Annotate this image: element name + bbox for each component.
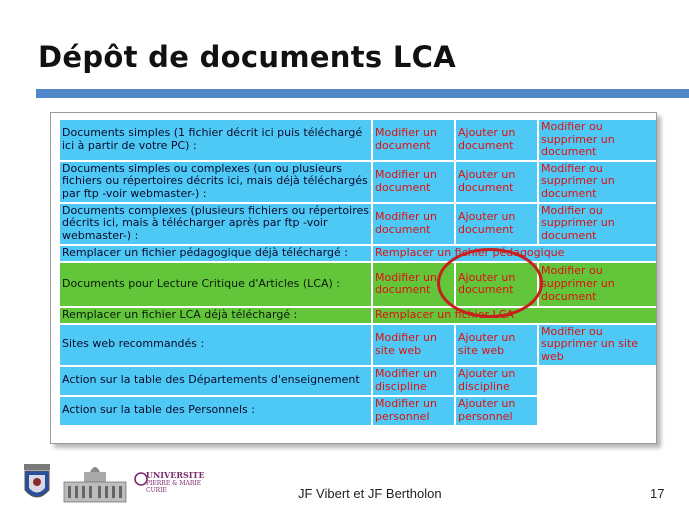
modify-personnel-link[interactable]: Modifier un personnel: [373, 397, 454, 425]
table-row: [60, 397, 656, 425]
row-label: Action sur la table des Départements d'enseignement: [60, 367, 371, 395]
modify-document-link[interactable]: Modifier un document: [373, 162, 454, 202]
table-row: [60, 162, 656, 202]
lca-actions-table: [58, 118, 658, 427]
crest-logo-icon: [20, 462, 54, 506]
add-discipline-link[interactable]: Ajouter un discipline: [456, 367, 537, 395]
footer-authors: JF Vibert et JF Bertholon: [298, 486, 442, 501]
add-personnel-link[interactable]: Ajouter un personnel: [456, 397, 537, 425]
empty-cell: [539, 367, 656, 395]
row-label: Remplacer un fichier pédagogique déjà téléchargé :: [60, 246, 371, 261]
row-label: Documents simples (1 fichier décrit ici puis téléchargé ici à partir de votre PC) :: [60, 120, 371, 160]
empty-cell: [539, 397, 656, 425]
row-label: Documents pour Lecture Critique d'Articles (LCA) :: [60, 263, 371, 306]
building-logo-icon: [60, 462, 130, 506]
modify-discipline-link[interactable]: Modifier un discipline: [373, 367, 454, 395]
logo-text-university: UNIVERSITE: [146, 470, 205, 480]
modify-document-link[interactable]: Modifier un document: [373, 204, 454, 244]
add-document-link[interactable]: Ajouter un document: [456, 120, 537, 160]
add-website-link[interactable]: Ajouter un site web: [456, 325, 537, 365]
table-row: [60, 325, 656, 365]
modify-website-link[interactable]: Modifier un site web: [373, 325, 454, 365]
row-label: Sites web recommandés :: [60, 325, 371, 365]
slide-title: Dépôt de documents LCA: [38, 40, 456, 74]
delete-document-link[interactable]: Modifier ou supprimer un document: [539, 204, 656, 244]
delete-document-link[interactable]: Modifier ou supprimer un document: [539, 162, 656, 202]
table-row: [60, 204, 656, 244]
delete-lca-document-link[interactable]: Modifier ou supprimer un document: [539, 263, 656, 306]
table-row: [60, 120, 656, 160]
row-label: Documents complexes (plusieurs fichiers ou répertoires décrits ici, mais à télécharger après par ftp -voir webmaster-) :: [62, 203, 369, 243]
table-row: [60, 246, 656, 261]
row-label: Documents simples ou complexes (un ou plusieurs fichiers ou répertoires décrits ici, mais déjà téléchargés par ftp -voir webmaster-) :: [60, 162, 371, 202]
title-underline-bar: [36, 89, 689, 98]
delete-website-link[interactable]: Modifier ou supprimer un site web: [539, 325, 656, 365]
modify-lca-document-link[interactable]: Modifier un document: [373, 263, 454, 306]
replace-lca-file-link[interactable]: Remplacer un fichier LCA: [373, 308, 656, 323]
table-row-lca: [60, 263, 656, 306]
page-number: 17: [650, 486, 665, 501]
table-row: [60, 367, 656, 395]
row-label: Action sur la table des Personnels :: [60, 397, 371, 425]
add-document-link[interactable]: Ajouter un document: [456, 162, 537, 202]
replace-pedagogical-file-link[interactable]: Remplacer un fichier pédagogique: [373, 246, 656, 261]
highlight-circle: [437, 248, 543, 318]
logo-text-name: PIERRE & MARIE CURIE: [146, 480, 202, 494]
add-document-link[interactable]: Ajouter un document: [456, 204, 537, 244]
table-row-lca-replace: [60, 308, 656, 323]
add-lca-document-link[interactable]: Ajouter un document: [456, 263, 537, 306]
modify-document-link[interactable]: Modifier un document: [373, 120, 454, 160]
delete-document-link[interactable]: Modifier ou supprimer un document: [539, 120, 656, 160]
row-label: Remplacer un fichier LCA déjà téléchargé :: [60, 308, 371, 323]
